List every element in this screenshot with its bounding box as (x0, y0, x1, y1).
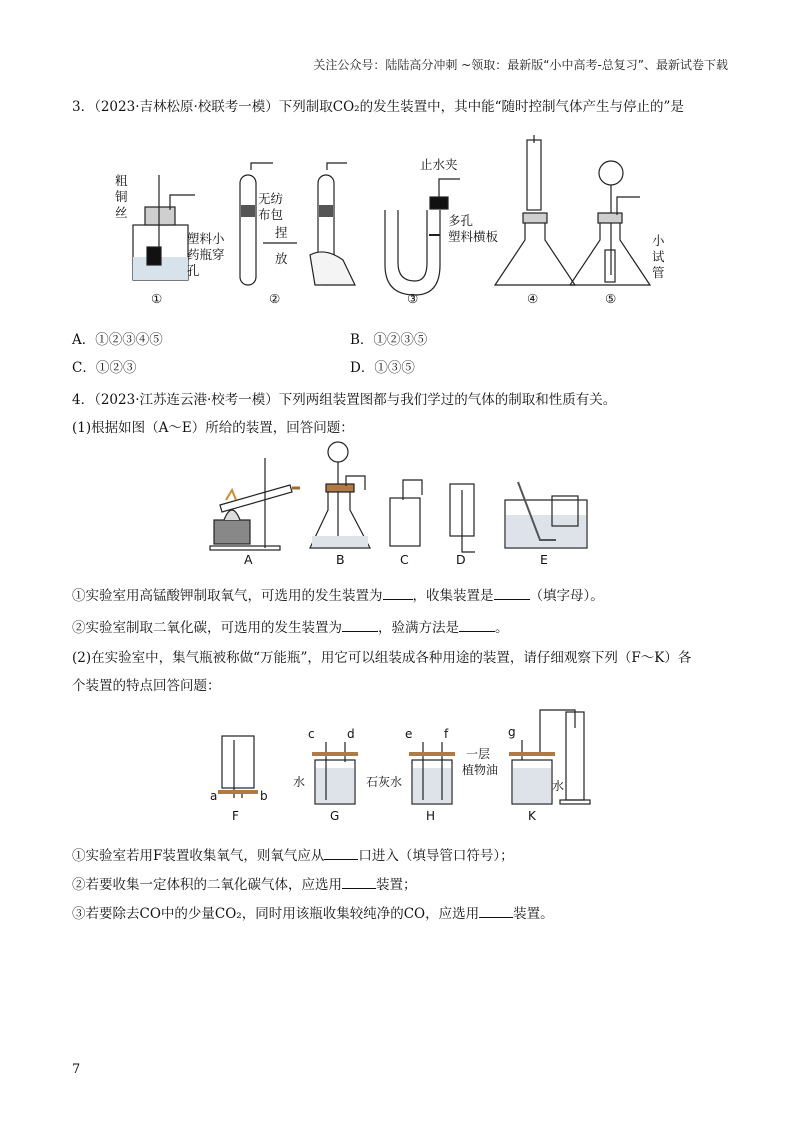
release-label: 放 (275, 251, 288, 266)
q1b-mid: ，验满方法是 (378, 620, 459, 636)
q1a-pre: ①实验室用高锰酸钾制取氧气，可选用的发生装置为 (72, 588, 383, 604)
q2b-blank[interactable] (342, 874, 376, 889)
fig-num-1: ① (151, 291, 163, 306)
water-k-label: 水 (552, 779, 565, 793)
cu-wire-label-2: 铜 (115, 189, 128, 204)
limewater-label: 石灰水 (366, 775, 403, 789)
port-e: e (405, 727, 413, 741)
fig-label-d: D (456, 552, 466, 567)
fig-label-b: B (336, 552, 345, 567)
option-a[interactable]: A．①②③④⑤ (72, 332, 163, 348)
q1a-blank-2[interactable] (494, 585, 530, 600)
q4-figure-fk (200, 700, 620, 828)
q4-part2-line2: 个装置的特点回答问题： (72, 678, 221, 694)
q4-part2-line1: (2)在实验室中，集气瓶被称做“万能瓶”，用它可以组装成各种用途的装置，请仔细观察下列（F～K）各 (72, 650, 692, 666)
fig-num-4: ④ (527, 291, 539, 306)
option-d[interactable]: D．①③⑤ (350, 360, 415, 376)
page-number: 7 (72, 1062, 81, 1077)
oil-label-2: 植物油 (462, 763, 499, 777)
q2c-blank[interactable] (479, 903, 513, 918)
fig-num-3: ③ (407, 291, 419, 306)
q1a-blank-1[interactable] (383, 585, 413, 600)
plate-label-1: 多孔 (448, 213, 474, 228)
q4-q1b (72, 617, 509, 638)
bottle-label-2: 药瓶穿 (187, 247, 225, 262)
tube-label-2: 试 (652, 249, 665, 264)
q1a-mid: ，收集装置是 (412, 588, 494, 604)
fig-label-k: K (528, 809, 536, 823)
q4-stem: 4．（2023·江苏连云港·校考一模）下列两组装置图都与我们学过的气体的制取和性质有关。 (72, 392, 617, 408)
plate-label-2: 塑料横板 (448, 229, 499, 244)
fig-label-h: H (426, 809, 436, 823)
q1b-blank-2[interactable] (459, 617, 495, 632)
q1b-post: 。 (495, 620, 509, 636)
q2b-post: 装置； (376, 877, 417, 893)
q4-part1: (1)根据如图（A～E）所给的装置，回答问题： (72, 420, 354, 436)
q2a-pre: ①实验室若用F装置收集氧气，则氧气应从 (72, 848, 325, 864)
q2a-blank[interactable] (324, 845, 358, 860)
page-header: 关注公众号：陆陆高分冲刺 ~领取：最新版“小中高考-总复习”、最新试卷下载 (313, 58, 728, 72)
port-g: g (508, 725, 516, 739)
q1b-pre: ②实验室制取二氧化碳，可选用的发生装置为 (72, 620, 342, 636)
port-b: b (260, 789, 268, 803)
port-f: f (444, 727, 449, 741)
cu-wire-label-3: 丝 (115, 205, 128, 220)
tube-label-1: 小 (652, 233, 665, 248)
q2c-pre: ③若要除去CO中的少量CO₂，同时用该瓶收集较纯净的CO，应选用 (72, 906, 480, 922)
q4-q2c (72, 903, 554, 924)
q4-figure-ae (200, 440, 620, 570)
fig-label-f: F (232, 809, 239, 823)
q4-q2b (72, 874, 417, 895)
q1a-post: （填字母）。 (529, 588, 604, 604)
fig-num-2: ② (269, 291, 281, 306)
fig-label-e: E (540, 552, 548, 567)
fig-label-a: A (244, 552, 253, 567)
q2b-pre: ②若要收集一定体积的二氧化碳气体，应选用 (72, 877, 342, 893)
q2c-post: 装置。 (513, 906, 554, 922)
bottle-label-1: 塑料小 (187, 231, 225, 246)
q2a-post: 口进入（填导管口符号）； (358, 848, 514, 864)
tube-label-3: 管 (652, 265, 665, 280)
q1b-blank-1[interactable] (342, 617, 378, 632)
q3-figure (115, 135, 675, 335)
clamp-label: 止水夹 (420, 157, 458, 172)
fig-label-g: G (330, 809, 340, 823)
bottle-label-3: 孔 (187, 263, 200, 278)
port-a: a (210, 789, 218, 803)
port-c: c (308, 727, 315, 741)
cloth-label-2: 布包 (258, 207, 284, 222)
q4-q2a (72, 845, 514, 866)
fig-num-5: ⑤ (605, 291, 617, 306)
option-c[interactable]: C．①②③ (72, 360, 137, 376)
port-d: d (347, 727, 355, 741)
cu-wire-label-1: 粗 (115, 173, 128, 188)
oil-label-1: 一层 (466, 747, 491, 761)
pinch-label: 捏 (275, 225, 288, 240)
fig-label-c: C (400, 552, 409, 567)
cloth-label-1: 无纺 (258, 191, 284, 206)
option-b[interactable]: B．①②③⑤ (350, 332, 428, 348)
q4-q1a (72, 585, 604, 606)
q3-stem: 3．（2023·吉林松原·校联考一模）下列制取CO₂的发生装置中，其中能“随时控制气体产生与停止的”是 (72, 99, 684, 115)
water-label: 水 (293, 775, 306, 789)
